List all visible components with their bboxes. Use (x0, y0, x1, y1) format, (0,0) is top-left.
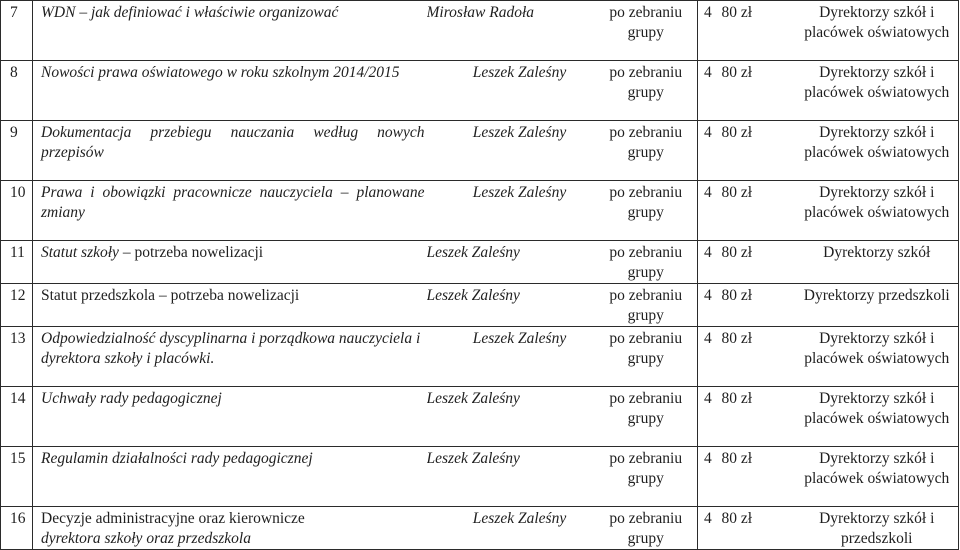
course-title (33, 241, 427, 284)
course-hours: 4 (698, 327, 712, 387)
row-number: 14 (1, 387, 33, 447)
course-hours: 4 (698, 61, 712, 121)
course-title (33, 507, 427, 550)
course-price: 80 zł (712, 507, 800, 550)
course-title: Nowości prawa oświatowego w roku szkolnym 2014/2015 (33, 61, 427, 121)
target-audience: Dyrektorzy szkół i placówek oświatowych (800, 181, 959, 241)
course-price: 80 zł (712, 1, 800, 61)
row-number: 11 (1, 241, 33, 284)
course-form: po zebraniu grupy (595, 327, 698, 387)
speaker-name (427, 1, 595, 61)
course-title: Regulamin działalności rady pedagogicznej (33, 447, 427, 507)
speaker-name (427, 327, 595, 387)
speaker-name (427, 181, 595, 241)
course-price: 80 zł (712, 241, 800, 284)
table-row (1, 507, 959, 550)
table-row (1, 61, 959, 121)
target-audience: Dyrektorzy szkół i placówek oświatowych (800, 61, 959, 121)
course-hours: 4 (698, 447, 712, 507)
row-number: 15 (1, 447, 33, 507)
speaker-name (427, 61, 595, 121)
speaker-name (427, 121, 595, 181)
course-hours: 4 (698, 387, 712, 447)
course-title-line1: Decyzje administracyjne oraz kierownicze (41, 510, 305, 527)
table-row (1, 1, 959, 61)
course-price: 80 zł (712, 447, 800, 507)
speaker-name-text: Leszek Zaleśny (472, 184, 567, 201)
course-hours: 4 (698, 241, 712, 284)
table-row (1, 121, 959, 181)
speaker-name-text: Mirosław Radoła (426, 4, 535, 21)
course-title: Prawa i obowiązki pracownicze nauczyciela – planowane zmiany (33, 181, 427, 241)
course-title: Dokumentacja przebiegu nauczania według nowych przepisów (33, 121, 427, 181)
row-number: 9 (1, 121, 33, 181)
target-audience: Dyrektorzy szkół i placówek oświatowych (800, 447, 959, 507)
course-price: 80 zł (712, 61, 800, 121)
course-form: po zebraniu grupy (595, 387, 698, 447)
speaker-name (427, 447, 595, 507)
table-row (1, 181, 959, 241)
table-row (1, 387, 959, 447)
course-title: Odpowiedzialność dyscyplinarna i porządkowa nauczyciela i dyrektora szkoły i placówki. (33, 327, 427, 387)
course-hours: 4 (698, 284, 712, 327)
course-title-line2: dyrektora szkoły oraz przedszkola (41, 530, 251, 547)
course-form: po zebraniu grupy (595, 241, 698, 284)
course-form: po zebraniu grupy (595, 1, 698, 61)
course-hours: 4 (698, 1, 712, 61)
course-form: po zebraniu grupy (595, 447, 698, 507)
speaker-name (427, 507, 595, 550)
course-form: po zebraniu grupy (595, 507, 698, 550)
target-audience: Dyrektorzy szkół i placówek oświatowych (800, 121, 959, 181)
target-audience: Dyrektorzy szkół i placówek oświatowych (800, 327, 959, 387)
course-price: 80 zł (712, 387, 800, 447)
course-form: po zebraniu grupy (595, 121, 698, 181)
course-title: WDN – jak definiować i właściwie organizować (33, 1, 427, 61)
course-title-italic: Statut szkoły (41, 244, 119, 261)
target-audience: Dyrektorzy szkół (800, 241, 959, 284)
course-hours: 4 (698, 181, 712, 241)
target-audience: Dyrektorzy szkół i placówek oświatowych (800, 1, 959, 61)
speaker-name-text: Leszek Zaleśny (426, 390, 520, 407)
speaker-name-text: Leszek Zaleśny (426, 287, 520, 304)
row-number: 10 (1, 181, 33, 241)
course-form: po zebraniu grupy (595, 61, 698, 121)
speaker-name (427, 284, 595, 327)
speaker-name (427, 387, 595, 447)
speaker-name (427, 241, 595, 284)
course-price: 80 zł (712, 121, 800, 181)
target-audience: Dyrektorzy szkół i przedszkoli (800, 507, 959, 550)
speaker-name-text: Leszek Zaleśny (426, 450, 520, 467)
course-title: Statut przedszkola – potrzeba nowelizacji (33, 284, 427, 327)
speaker-name-text: Leszek Zaleśny (472, 330, 567, 347)
target-audience: Dyrektorzy przedszkoli (800, 284, 959, 327)
course-title: Uchwały rady pedagogicznej (33, 387, 427, 447)
course-price: 80 zł (712, 284, 800, 327)
course-form: po zebraniu grupy (595, 284, 698, 327)
table-row (1, 241, 959, 284)
table-row (1, 447, 959, 507)
speaker-name-text: Leszek Zaleśny (472, 124, 567, 141)
row-number: 16 (1, 507, 33, 550)
row-number: 13 (1, 327, 33, 387)
course-price: 80 zł (712, 327, 800, 387)
speaker-name-text: Leszek Zaleśny (426, 244, 520, 261)
target-audience: Dyrektorzy szkół i placówek oświatowych (800, 387, 959, 447)
row-number: 7 (1, 1, 33, 61)
course-price: 80 zł (712, 181, 800, 241)
course-form: po zebraniu grupy (595, 181, 698, 241)
course-hours: 4 (698, 507, 712, 550)
table-row (1, 327, 959, 387)
course-hours: 4 (698, 121, 712, 181)
course-title-rest: – potrzeba nowelizacji (118, 244, 264, 261)
row-number: 12 (1, 284, 33, 327)
speaker-name-text: Leszek Zaleśny (472, 64, 567, 81)
table-row (1, 284, 959, 327)
row-number: 8 (1, 61, 33, 121)
speaker-name-text: Leszek Zaleśny (472, 510, 567, 527)
